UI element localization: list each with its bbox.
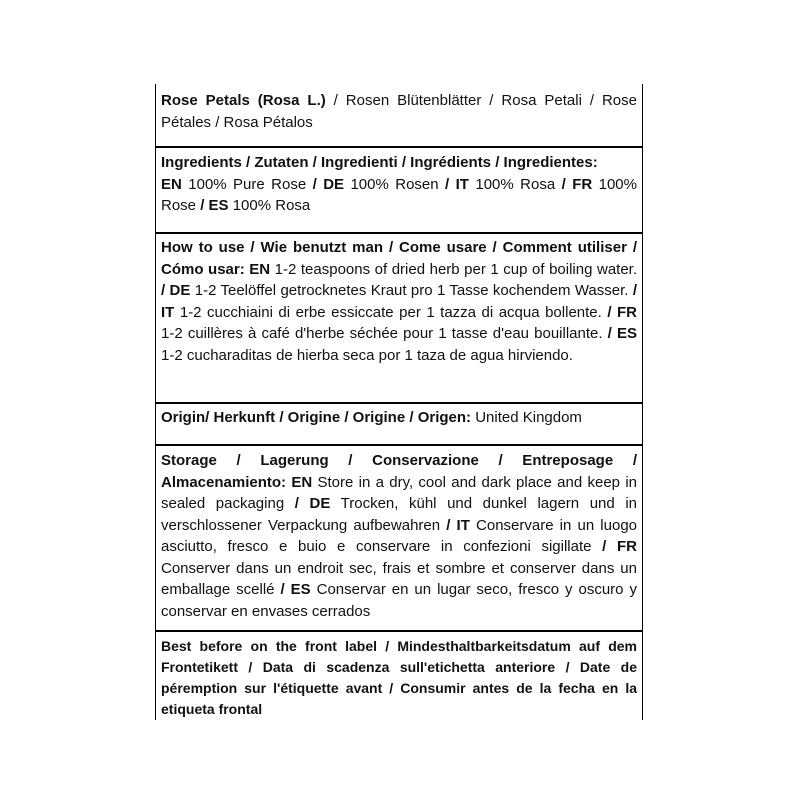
origin-heading: Origin/ Herkunft / Origine / Origine / Origen: — [161, 409, 472, 426]
usage-section — [156, 237, 642, 366]
language-separator: / — [161, 282, 170, 299]
language-separator: / — [602, 538, 617, 555]
best-before-section — [156, 636, 642, 720]
language-separator: / — [607, 303, 617, 321]
language-code: ES — [290, 581, 311, 598]
language-code: EN — [161, 175, 182, 193]
language-text: Conservare in un luogo asciutto, fresco e buio e conservare in confezioni sigillate — [161, 516, 638, 555]
language-separator: / — [632, 282, 637, 299]
ingredients-heading: Ingredients / Zutaten / Ingredienti / Ingrédients / Ingredientes: — [161, 154, 598, 171]
language-text: Trocken, kühl und dunkel lagern und in verschlossener Verpackung aufbewahren — [161, 495, 637, 534]
divider — [156, 232, 642, 234]
language-separator: / — [280, 581, 291, 598]
usage-text — [161, 237, 637, 366]
language-separator: / — [445, 175, 456, 193]
language-text: 100% Pure Rose — [181, 175, 313, 193]
best-before-text — [161, 636, 637, 720]
ingredients-list — [161, 176, 637, 215]
language-code: DE — [309, 495, 331, 512]
product-title — [161, 90, 637, 133]
language-text: 1-2 Teelöffel getrocknetes Kraut pro 1 Tasse kochendem Wasser. — [190, 282, 633, 299]
usage-heading: How to use / Wie benutzt man / Come usare / Comment utiliser / Cómo usar: — [161, 239, 637, 278]
language-text: 1-2 cucchiaini di erbe essiccate per 1 tazza di acqua bollente. — [174, 303, 608, 321]
language-code: FR — [572, 175, 593, 193]
ingredients-text — [161, 152, 637, 217]
origin-section — [156, 407, 642, 429]
storage-heading: Storage / Lagerung / Conservazione / Entreposage / Almacenamiento: — [161, 452, 637, 491]
language-code: FR — [617, 538, 637, 555]
language-text: 100% Rose — [161, 175, 637, 214]
product-translations: / Rosen Blütenblätter / Rosa Petali / Rose Pétales / Rosa Pétalos — [161, 92, 637, 131]
storage-list — [161, 474, 637, 620]
divider — [156, 444, 642, 446]
language-code: IT — [456, 516, 470, 534]
language-text: Conservar en un lugar seco, fresco y oscuro y conservar en envases cerrados — [161, 581, 637, 620]
language-separator: / — [312, 175, 324, 193]
language-text: 1-2 teaspoons of dried herb per 1 cup of boiling water. — [270, 260, 638, 278]
storage-text — [161, 450, 637, 622]
divider — [156, 402, 642, 404]
language-separator: / — [607, 325, 617, 342]
ingredients-section — [156, 152, 642, 217]
product-name: Rose Petals (Rosa L.) — [161, 92, 326, 109]
best-before-statement: Best before on the front label / Mindesthaltbarkeitsdatum auf dem Frontetikett / Data di scadenza sull'etichetta anteriore / Date de péremption sur l'étiquette avant / Consumir antes de la fecha en la etiqueta frontal — [161, 638, 637, 717]
language-text: 100% Rosen — [344, 175, 446, 193]
language-text: 1-2 cuillères à café d'herbe séchée pour 1 tasse d'eau bouillante. — [161, 325, 608, 342]
language-code: IT — [161, 303, 175, 321]
origin-text — [161, 407, 637, 429]
language-code: EN — [249, 260, 271, 278]
language-code: IT — [455, 175, 469, 193]
language-code: EN — [291, 473, 313, 491]
language-text: Store in a dry, cool and dark place and keep in sealed packaging — [161, 473, 637, 512]
language-separator: / — [561, 175, 573, 193]
language-separator: / — [446, 516, 457, 534]
language-code: DE — [323, 175, 345, 193]
divider — [156, 630, 642, 632]
language-separator: / — [294, 495, 310, 512]
language-code: FR — [617, 303, 637, 321]
language-code: ES — [616, 325, 637, 342]
language-code: ES — [208, 197, 229, 214]
language-separator: / — [200, 197, 209, 214]
language-text: 100% Rosa — [228, 197, 311, 214]
language-code: DE — [169, 282, 191, 299]
product-label — [155, 84, 643, 720]
divider — [156, 146, 642, 148]
language-text: 1-2 cucharaditas de hierba seca por 1 taza de agua hirviendo. — [161, 346, 573, 364]
origin-value: United Kingdom — [471, 409, 582, 426]
language-text: Conserver dans un endroit sec, frais et sombre et conserver dans un emballage scellé — [161, 559, 637, 598]
storage-section — [156, 450, 642, 622]
language-text: 100% Rosa — [468, 175, 562, 193]
title-section — [156, 90, 642, 133]
